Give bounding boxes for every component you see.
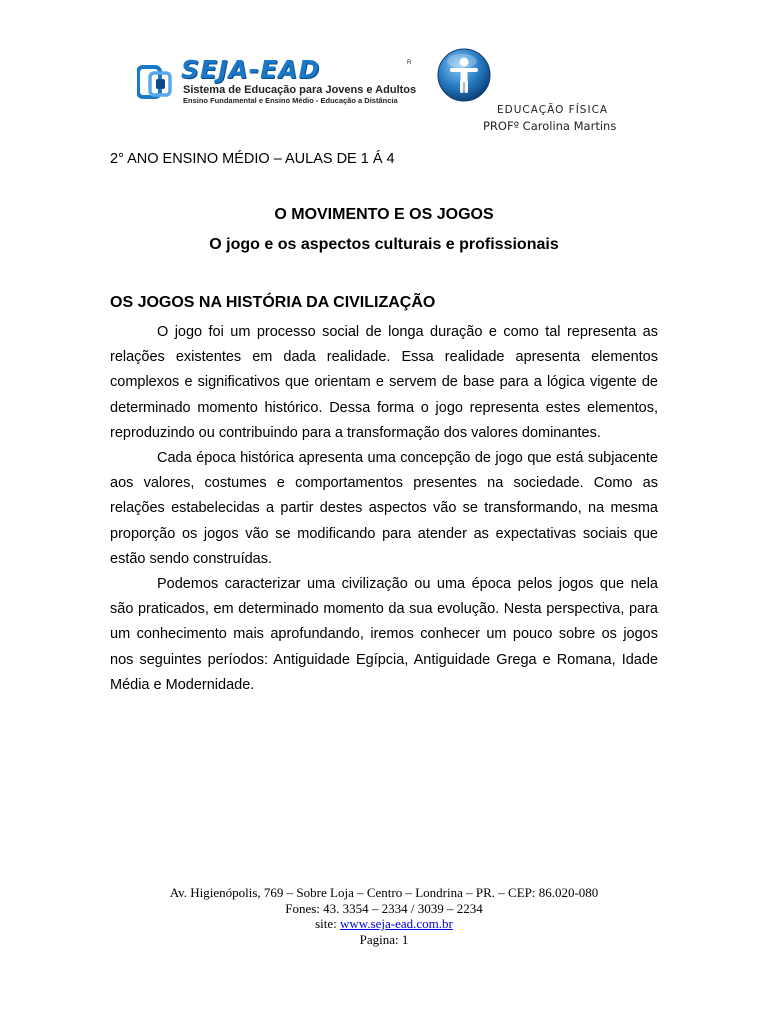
footer-page-number: Pagina: 1 [359,931,409,947]
footer-site-label: site: [315,916,341,931]
section-body [110,320,658,698]
teacher-name: PROFº Carolina Martins [483,119,617,133]
document-title: O MOVIMENTO E OS JOGOS [274,206,494,223]
logo-title: SEJA-EAD [181,55,321,84]
paragraph: Podemos caracterizar uma civilização ou uma época pelos jogos que nela são praticados, em determinado momento da sua evolução. Nesta perspectiva, para um conhecimento mais aprofundando, iremos conhecer um pouco sobre os jogos nos seguintes períodos: Antiguidade Egípcia, Antiguidade Grega e Romana, Idade Média e Modernidade. [110,576,658,693]
paragraph: Cada época histórica apresenta uma concepção de jogo que está subjacente aos valores, costumes e comportamentos presentes na sociedade. Como as relações estabelecidas a partir destes aspectos vão se transformando, na mesma proporção os jogos vão se modificando para atender as expectativas sociais que estão sendo construídas. [110,450,658,567]
footer-address: Av. Higienópolis, 769 – Sobre Loja – Centro – Londrina – PR. – CEP: 86.020-080 [169,885,599,900]
logo-tagline: Ensino Fundamental e Ensino Médio - Educação a Distância [183,96,398,105]
grade-line: 2° ANO ENSINO MÉDIO – AULAS DE 1 Á 4 [110,151,395,167]
logo-text [181,55,417,106]
seja-ead-logo [137,55,417,106]
footer-phones: Fones: 43. 3354 – 2334 / 3039 – 2234 [285,900,483,916]
footer-site [0,916,768,932]
discipline-label: EDUCAÇÃO FÍSICA [497,104,609,116]
logo-subtitle: Sistema de Educação para Jovens e Adultos [183,84,417,96]
document-subtitle: O jogo e os aspectos culturais e profissionais [209,236,559,253]
stylized-ead-logo-icon [137,64,175,100]
person-accessibility-icon [436,47,492,103]
site-link[interactable]: www.seja-ead.com.br [340,916,453,931]
paragraph: O jogo foi um processo social de longa duração e como tal representa as relações existentes em dada realidade. Essa realidade apresenta elementos complexos e significativos que orientam e servem de base para a lógica vigente de determinado momento histórico. Dessa forma o jogo representa estes elementos, reproduzindo ou contribuindo para a transformação dos valores dominantes. [110,324,658,441]
registered-mark: R [407,60,412,66]
section-heading: OS JOGOS NA HISTÓRIA DA CIVILIZAÇÃO [110,294,436,311]
page-footer [0,885,768,947]
